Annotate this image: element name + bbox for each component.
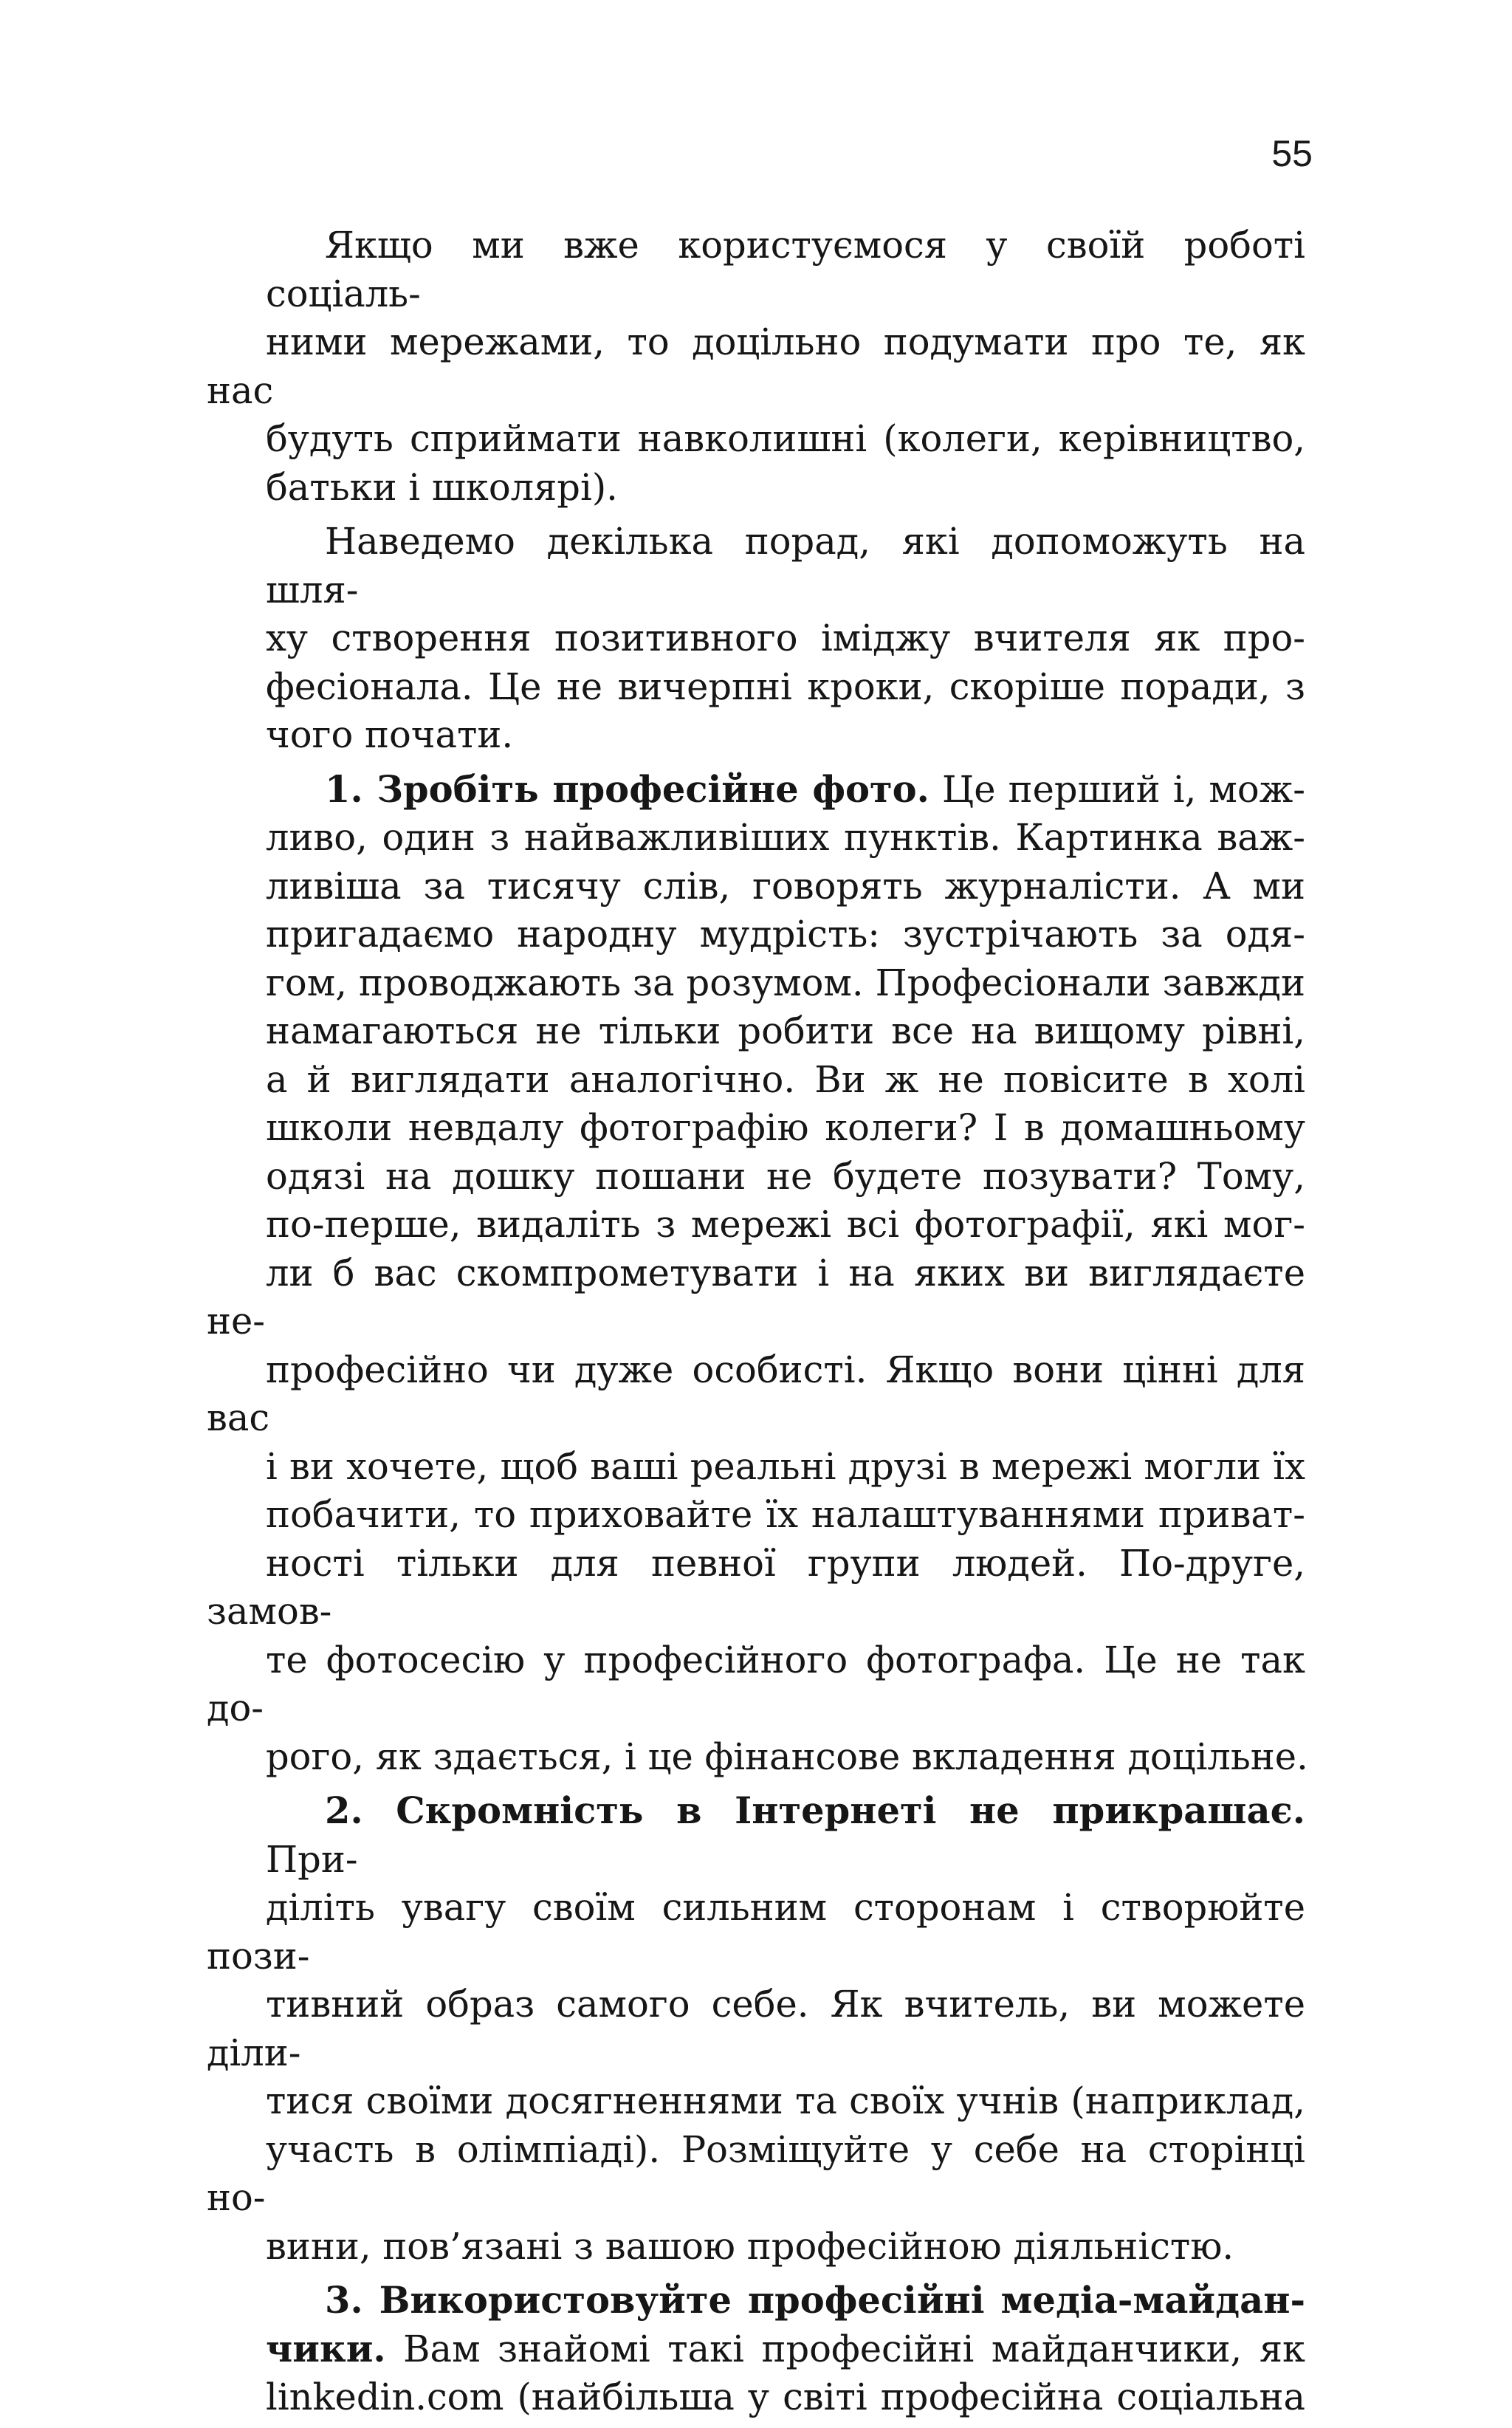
text-line: по-перше, видаліть з мережі всі фотографії, які мог- [266,1203,1305,1246]
text-line: батьки і школярі). [266,465,618,509]
text-line: ності тільки для певної групи людей. По-друге, замов- [207,1541,1305,1633]
text-line: ли б вас скомпрометувати і на яких ви виглядаєте не- [207,1251,1305,1342]
tip-heading: 3. Використовуйте професійні медіа-майдан- [325,2279,1305,2322]
text-line [207,2277,1305,2325]
text-line: а й виглядати аналогічно. Ви ж не повісите в холі [266,1057,1305,1101]
text-line: намагаються не тільки робити все на вищому рівні, [266,1009,1305,1052]
text-line: участь в олімпіаді). Розміщуйте у себе на сторінці но- [207,2127,1305,2219]
paragraph-tip-3 [207,2277,1305,2422]
text-line: ху створення позитивного іміджу вчителя як про- [266,617,1305,659]
text-line: вини, пов’язані з вашою професійною діяльністю. [266,2224,1234,2268]
text-line: linkedin.com (найбільша у світі професійна соціальна [266,2376,1305,2418]
text-line: тивний образ самого себе. Як вчитель, ви можете діли- [207,1983,1305,2074]
text-line: 1. Зробіть професійне фото. Це перший і, мож- [325,767,1305,811]
text-line: чики. Вам знайомі такі професійні майданчики, як [266,2327,1305,2370]
text-line: побачити, то приховайте їх налаштуваннями приват- [266,1493,1305,1536]
text-line: Якщо ми вже користуємося у своїй роботі соціаль- [266,224,1305,315]
text-line: школи невдалу фотографію колеги? І в домашньому [266,1106,1305,1149]
paragraph-tip-2 [207,1787,1305,2271]
text-line: і ви хочете, щоб ваші реальні друзі в мережі могли їх [266,1444,1305,1488]
text-line: ливіша за тисячу слів, говорять журналісти. А ми [266,864,1305,908]
text-line: те фотосесію у професійного фотографа. Це не так до- [207,1638,1305,1729]
tip-heading: 2. Скромність в Інтернеті не прикрашає. [325,1789,1305,1832]
text-line: діліть увагу своїм сильним сторонам і створюйте пози- [207,1886,1305,1978]
text-line: чого почати. [266,713,514,756]
paragraph-intro [207,222,1305,512]
tip-heading: 1. Зробіть професійне фото. [325,767,929,811]
text-line: пригадаємо народну мудрість: зустрічають за одя- [266,913,1305,956]
paragraph-advice-intro [207,518,1305,760]
text-line: Наведемо декілька порад, які допоможуть на шля- [266,520,1305,611]
text-line: рого, як здається, і це фінансове вкладення доцільне. [266,1735,1308,1778]
text-line: гом, проводжають за розумом. Професіонали завжди [266,961,1305,1004]
text-line: будуть сприймати навколишні (колеги, керівництво, [266,417,1305,460]
text-line: одязі на дошку пошани не будете позувати? Тому, [266,1154,1305,1198]
text-line: ними мережами, то доцільно подумати про те, як нас [207,320,1305,412]
text-line: ливо, один з найважливіших пунктів. Картинка важ- [266,816,1305,859]
text-line: 2. Скромність в Інтернеті не прикрашає. При- [266,1789,1305,1881]
text-line: професійно чи дуже особисті. Якщо вони цінні для вас [207,1348,1305,1439]
page-number: 55 [1271,133,1313,174]
body-text [207,222,1308,2428]
text-line: тися своїми досягненнями та своїх учнів (наприклад, [266,2079,1305,2122]
text-line: фесіонала. Це не вичерпні кроки, скоріше поради, з [266,665,1305,708]
paragraph-tip-1 [207,766,1308,1782]
tip-heading-continued: чики. [266,2327,386,2370]
